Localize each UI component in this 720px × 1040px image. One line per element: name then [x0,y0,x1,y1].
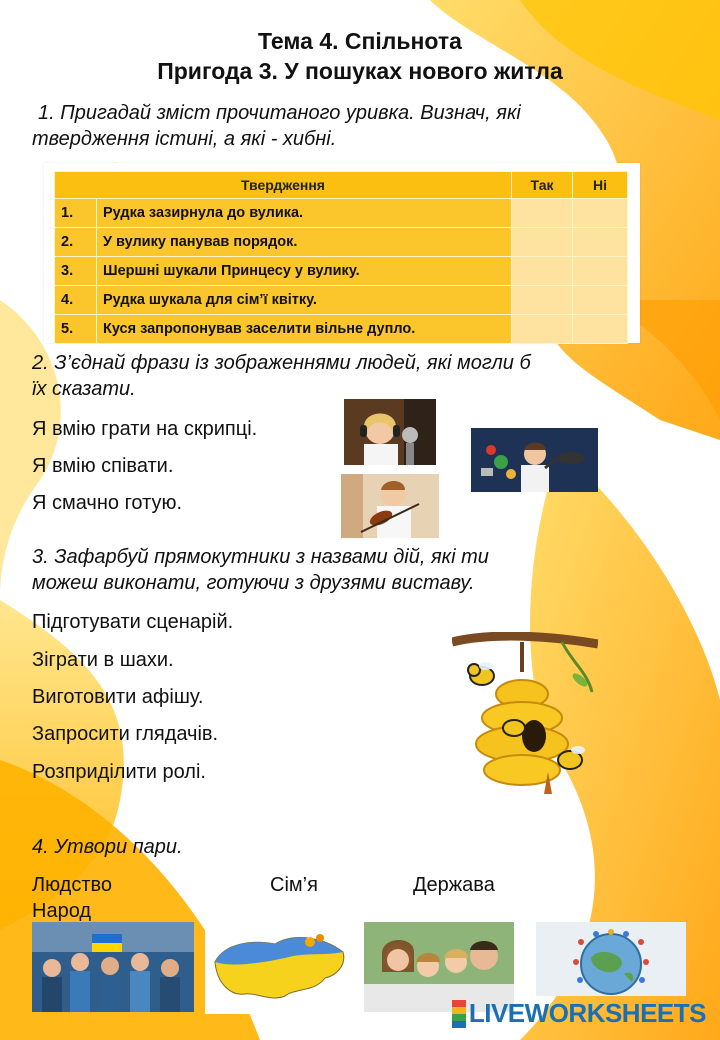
cooking-boy-image[interactable] [471,428,598,492]
task1-instruction-b: твердження істині, а які - хибні. [32,128,337,150]
logo-block-yellow [452,1007,466,1014]
task4-instruction-text: Утвори пари. [54,836,183,858]
row-statement: Шершні шукали Принцесу у вулику. [97,257,512,286]
action-item[interactable]: Запросити глядачів. [32,723,219,745]
row-statement: Куся запропонував заселити вільне дупло. [97,315,512,344]
title-line-1: Тема 4. Спільнота [258,28,462,54]
answer-false-cell[interactable] [573,257,628,286]
globe-people-image[interactable] [536,922,686,996]
pair-word-family[interactable]: Сім’я [270,874,318,896]
table-header-row [55,172,628,199]
statements-table-frame [44,163,640,343]
action-item[interactable]: Підготувати сценарій. [32,611,234,633]
task4-number: 4. [32,836,49,858]
task2-instruction-b: їх сказати. [32,378,136,400]
logo-block-red [452,1000,466,1007]
table-row [55,199,628,228]
phrase-violin[interactable]: Я вмію грати на скрипці. [32,418,258,440]
liveworksheets-logo [452,998,706,1029]
pair-word-humanity[interactable]: Людство [32,874,113,896]
table-row [55,228,628,257]
brand-text: LIVEWORKSHEETS [468,998,706,1028]
answer-false-cell[interactable] [573,315,628,344]
task2-instruction-a: З’єднай фрази із зображеннями людей, які могли б [54,352,531,374]
phrase-cooking[interactable]: Я смачно готую. [32,492,183,514]
table-row [55,286,628,315]
task2-number: 2. [32,352,49,374]
answer-true-cell[interactable] [512,199,573,228]
statements-table [54,171,628,344]
table-row [55,315,628,344]
answer-true-cell[interactable] [512,228,573,257]
logo-block-blue [452,1021,466,1028]
task3-instruction-a: Зафарбуй прямокутники з назвами дій, які ти [54,546,489,568]
row-statement: У вулику панував порядок. [97,228,512,257]
task4-instruction [32,834,183,860]
row-number: 4. [55,286,97,315]
header-statement: Твердження [55,172,512,199]
page-title [0,26,720,86]
violin-boy-image[interactable] [341,474,439,538]
action-item[interactable]: Розприділити ролі. [32,761,206,783]
answer-false-cell[interactable] [573,228,628,257]
answer-true-cell[interactable] [512,257,573,286]
row-number: 3. [55,257,97,286]
answer-false-cell[interactable] [573,286,628,315]
header-true: Так [512,172,573,199]
task2-instruction [32,350,692,402]
live-badge [452,1000,466,1028]
table-row [55,257,628,286]
answer-true-cell[interactable] [512,315,573,344]
phrase-singing[interactable]: Я вмію співати. [32,455,174,477]
row-number: 2. [55,228,97,257]
answer-true-cell[interactable] [512,286,573,315]
singing-girl-image[interactable] [344,399,436,465]
row-number: 5. [55,315,97,344]
action-item[interactable]: Зіграти в шахи. [32,649,174,671]
beehive-illustration [452,632,598,802]
action-item[interactable]: Виготовити афішу. [32,686,204,708]
task1-instruction [32,100,692,152]
header-false: Ні [573,172,628,199]
row-statement: Рудка шукала для сім’ї квітку. [97,286,512,315]
title-line-2: Пригода 3. У пошуках нового житла [157,58,563,84]
task3-number: 3. [32,546,49,568]
row-statement: Рудка зазирнула до вулика. [97,199,512,228]
answer-false-cell[interactable] [573,199,628,228]
crowd-image[interactable] [32,922,194,1012]
ukraine-map-image[interactable] [205,922,352,1014]
pair-word-state[interactable]: Держава [413,874,495,896]
row-number: 1. [55,199,97,228]
task3-instruction [32,544,692,596]
task1-number: 1. [38,102,55,124]
pair-word-people[interactable]: Народ [32,900,92,922]
task1-instruction-a: Пригадай зміст прочитаного уривка. Визнач, які [60,102,521,124]
logo-block-green [452,1014,466,1021]
task3-instruction-b: можеш виконати, готуючи з друзями виставу. [32,572,475,594]
